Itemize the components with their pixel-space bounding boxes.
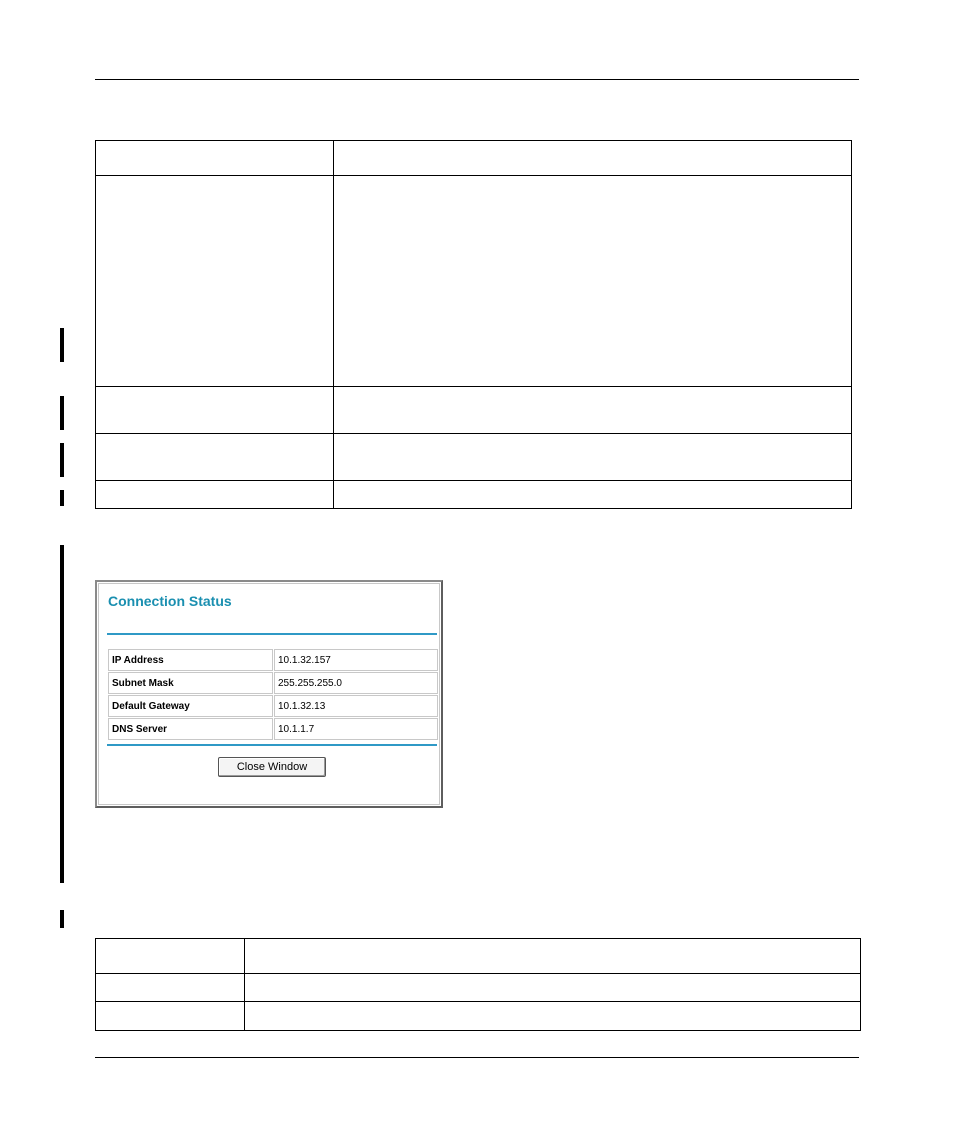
- connection-status-panel: [98, 583, 440, 805]
- table-header-row: [96, 939, 861, 974]
- change-bar: [60, 490, 64, 506]
- table-cell: [96, 434, 334, 481]
- table-cell: [96, 387, 334, 434]
- table-row: [96, 434, 852, 481]
- table-cell: [96, 481, 334, 509]
- subnet-mask-label: Subnet Mask: [108, 672, 273, 694]
- table-row: [96, 974, 861, 1002]
- close-window-button[interactable]: Close Window: [218, 757, 326, 777]
- table-header-row: [96, 141, 852, 176]
- connection-status-table: [107, 648, 439, 741]
- settings-description-table: [95, 140, 852, 509]
- table-row: [108, 695, 438, 717]
- table-cell: [334, 387, 852, 434]
- table-row: [96, 481, 852, 509]
- change-bar: [60, 328, 64, 362]
- change-bar: [60, 443, 64, 477]
- table-cell: [96, 141, 334, 176]
- table-row: [96, 1002, 861, 1031]
- table-cell: [334, 434, 852, 481]
- ip-address-label: IP Address: [108, 649, 273, 671]
- table-row: [108, 718, 438, 740]
- table-cell: [96, 1002, 245, 1031]
- footer-rule: [95, 1057, 859, 1058]
- table-row: [96, 176, 852, 387]
- header-rule: [95, 79, 859, 80]
- change-bar: [60, 545, 64, 883]
- ip-address-value: 10.1.32.157: [274, 649, 438, 671]
- table-cell: [245, 974, 861, 1002]
- table-row: [108, 649, 438, 671]
- table-cell: [334, 481, 852, 509]
- connection-status-window: [95, 580, 443, 808]
- dns-server-value: 10.1.1.7: [274, 718, 438, 740]
- connection-status-title: Connection Status: [108, 593, 232, 609]
- title-divider: [107, 633, 437, 635]
- table-cell: [96, 939, 245, 974]
- table-cell: [96, 176, 334, 387]
- table-cell: [245, 939, 861, 974]
- default-gateway-label: Default Gateway: [108, 695, 273, 717]
- table-row: [108, 672, 438, 694]
- table-cell: [245, 1002, 861, 1031]
- default-gateway-value: 10.1.32.13: [274, 695, 438, 717]
- bottom-divider: [107, 744, 437, 746]
- lower-description-table: [95, 938, 861, 1031]
- change-bar: [60, 910, 64, 928]
- dns-server-label: DNS Server: [108, 718, 273, 740]
- table-cell: [334, 141, 852, 176]
- table-cell: [96, 974, 245, 1002]
- table-cell: [334, 176, 852, 387]
- change-bar: [60, 396, 64, 430]
- table-row: [96, 387, 852, 434]
- subnet-mask-value: 255.255.255.0: [274, 672, 438, 694]
